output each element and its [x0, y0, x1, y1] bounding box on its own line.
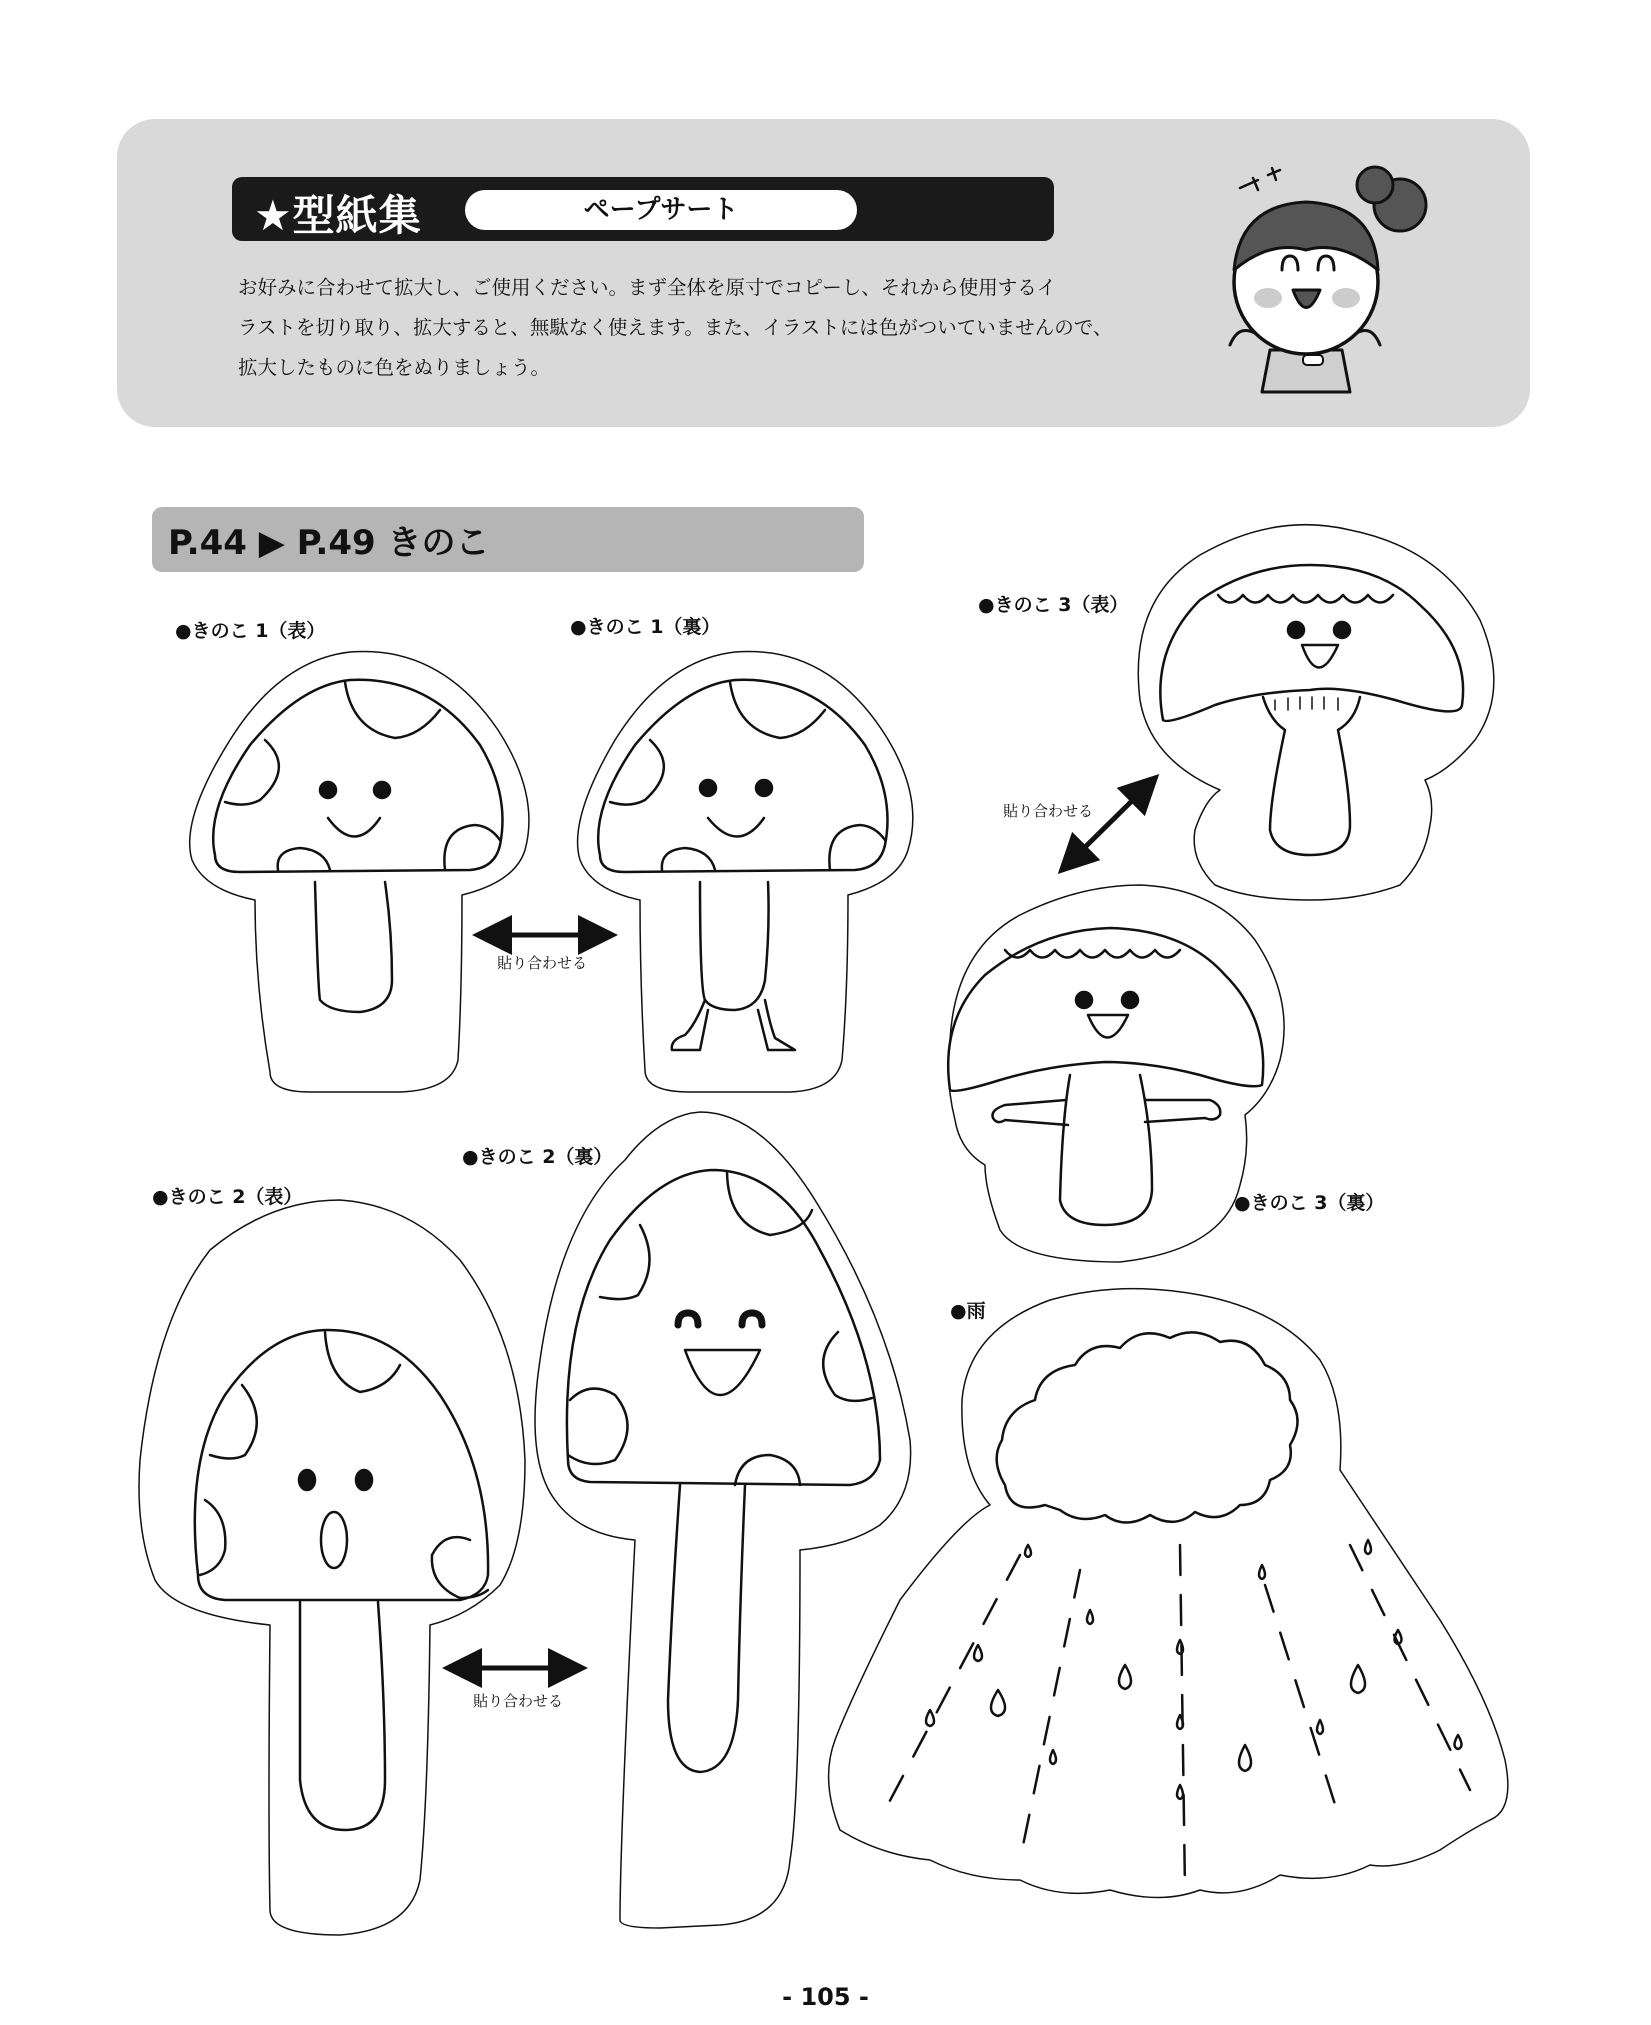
kinoko3-back-illustration	[948, 885, 1284, 1262]
label-kinoko2-back: ●きのこ 2（裏）	[462, 1146, 613, 1168]
label-kinoko1-back: ●きのこ 1（裏）	[570, 616, 721, 638]
label-kinoko3-back: ●きのこ 3（裏）	[1234, 1192, 1385, 1214]
join-arrow-3	[1072, 788, 1145, 860]
intro-line-3: 拡大したものに色をぬりましょう。	[238, 356, 551, 379]
label-kinoko1-front: ●きのこ 1（表）	[175, 620, 326, 642]
kinoko2-front-illustration	[139, 1200, 525, 1935]
rain-cloud-illustration	[829, 1289, 1508, 1898]
girl-mascot-illustration	[1230, 167, 1426, 392]
intro-line-1: お好みに合わせて拡大し、ご使用ください。まず全体を原寸でコピーし、それから使用するイ	[238, 276, 1057, 299]
label-kinoko3-front: ●きのこ 3（表）	[978, 594, 1129, 616]
join-label-1: 貼り合わせる	[497, 954, 588, 972]
page-title: ★型紙集	[254, 191, 422, 240]
kinoko1-front-illustration	[190, 651, 529, 1092]
section-title: P.44 ▶ P.49 きのこ	[168, 523, 490, 563]
page-number: - 105 -	[782, 1983, 869, 2011]
join-label-3: 貼り合わせる	[1003, 802, 1094, 820]
intro-line-2: ラストを切り取り、拡大すると、無駄なく使えます。また、イラストには色がついていませんので、	[238, 316, 1113, 339]
label-kinoko2-front: ●きのこ 2（表）	[152, 1186, 303, 1208]
kinoko3-front-illustration	[1138, 525, 1494, 900]
kinoko1-back-illustration	[578, 651, 913, 1092]
join-label-2: 貼り合わせる	[473, 1692, 564, 1710]
label-rain: ●雨	[950, 1300, 986, 1322]
kinoko2-back-illustration	[535, 1112, 911, 1928]
title-pill: ペープサート	[465, 190, 857, 230]
